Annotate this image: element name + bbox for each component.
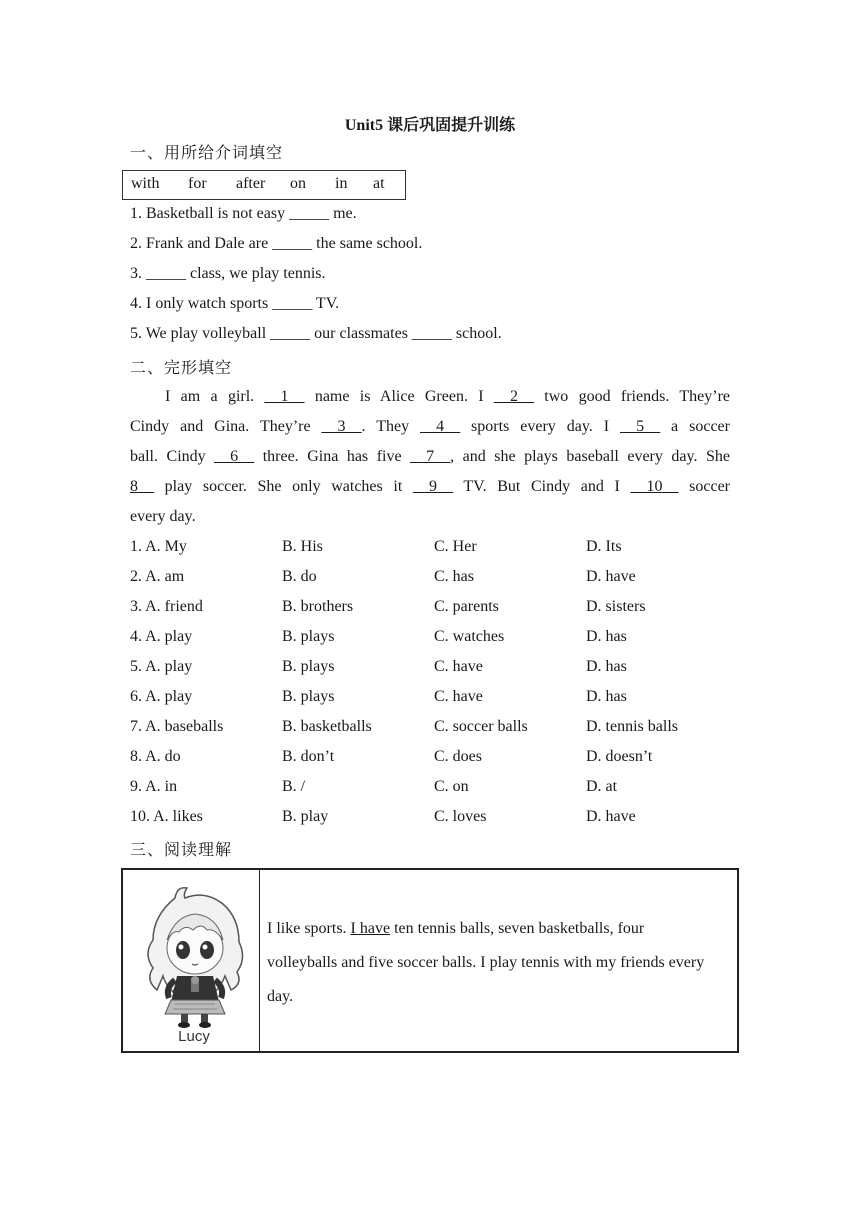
option-9-A: 9. A. in bbox=[130, 778, 178, 795]
passage-line: ball. Cindy __6__ three. Gina has five __7__, and she plays baseball every day. She bbox=[130, 448, 731, 465]
option-8-A: 8. A. do bbox=[130, 748, 181, 765]
option-3-D: D. sisters bbox=[586, 598, 646, 615]
option-6-B: B. plays bbox=[282, 688, 335, 705]
option-1-B: B. His bbox=[282, 538, 323, 555]
option-10-D: D. have bbox=[586, 808, 636, 825]
option-7-C: C. soccer balls bbox=[434, 718, 528, 735]
option-5-B: B. plays bbox=[282, 658, 335, 675]
question-5: 5. We play volleyball _____ our classmates _____ school. bbox=[130, 325, 502, 342]
word-bank-item: at bbox=[373, 175, 385, 192]
option-4-A: 4. A. play bbox=[130, 628, 193, 645]
lucy-illustration bbox=[135, 880, 253, 1050]
blank-5: __5__ bbox=[620, 418, 661, 435]
section1-heading: 一、用所给介词填空 bbox=[130, 145, 284, 162]
option-6-D: D. has bbox=[586, 688, 627, 705]
option-9-D: D. at bbox=[586, 778, 618, 795]
word-bank-box bbox=[122, 170, 406, 200]
underlined-phrase: I have bbox=[350, 920, 391, 937]
blank-6: __6__ bbox=[214, 448, 255, 465]
option-5-C: C. have bbox=[434, 658, 483, 675]
option-3-A: 3. A. friend bbox=[130, 598, 203, 615]
option-7-A: 7. A. baseballs bbox=[130, 718, 224, 735]
option-2-C: C. has bbox=[434, 568, 474, 585]
word-bank-item: for bbox=[188, 175, 207, 192]
passage-line: I am a girl. __1__ name is Alice Green. I __2__ two good friends. They’re bbox=[165, 388, 731, 405]
word-bank-item: after bbox=[236, 175, 266, 192]
option-1-A: 1. A. My bbox=[130, 538, 187, 555]
passage-line: 8__ play soccer. She only watches it __9__ TV. But Cindy and I __10__ soccer bbox=[130, 478, 731, 495]
option-4-B: B. plays bbox=[282, 628, 335, 645]
question-4: 4. I only watch sports _____ TV. bbox=[130, 295, 340, 312]
option-9-C: C. on bbox=[434, 778, 469, 795]
option-3-B: B. brothers bbox=[282, 598, 354, 615]
option-8-C: C. does bbox=[434, 748, 482, 765]
word-bank-item: with bbox=[131, 175, 160, 192]
option-2-A: 2. A. am bbox=[130, 568, 185, 585]
option-4-C: C. watches bbox=[434, 628, 505, 645]
option-6-A: 6. A. play bbox=[130, 688, 193, 705]
blank-2: __2__ bbox=[493, 388, 534, 405]
option-7-D: D. tennis balls bbox=[586, 718, 678, 735]
option-9-B: B. / bbox=[282, 778, 306, 795]
blank-8: 8 bbox=[130, 478, 138, 495]
image-caption: Lucy bbox=[178, 1028, 210, 1045]
option-7-B: B. basketballs bbox=[282, 718, 372, 735]
option-5-A: 5. A. play bbox=[130, 658, 193, 675]
option-1-D: D. Its bbox=[586, 538, 622, 555]
passage-line: every day. bbox=[130, 508, 196, 525]
option-3-C: C. parents bbox=[434, 598, 499, 615]
blank-4: __4__ bbox=[420, 418, 461, 435]
option-10-B: B. play bbox=[282, 808, 329, 825]
option-10-A: 10. A. likes bbox=[130, 808, 203, 825]
word-bank-item: in bbox=[335, 175, 348, 192]
question-1: 1. Basketball is not easy _____ me. bbox=[130, 205, 357, 222]
question-3: 3. _____ class, we play tennis. bbox=[130, 265, 326, 282]
option-6-C: C. have bbox=[434, 688, 483, 705]
section3-heading: 三、阅读理解 bbox=[130, 842, 233, 859]
option-2-D: D. have bbox=[586, 568, 636, 585]
blank-10: __10__ bbox=[630, 478, 679, 495]
girl-figure-icon bbox=[135, 880, 253, 1050]
blank-1: __1__ bbox=[264, 388, 305, 405]
option-10-C: C. loves bbox=[434, 808, 487, 825]
option-4-D: D. has bbox=[586, 628, 627, 645]
passage-line: Cindy and Gina. They’re __3__. They __4__ sports every day. I __5__ a soccer bbox=[130, 418, 730, 435]
page-title: Unit5 课后巩固提升训练 bbox=[344, 117, 516, 134]
section2-heading: 二、完形填空 bbox=[130, 360, 233, 377]
blank-3: __3__ bbox=[321, 418, 362, 435]
word-bank-item: on bbox=[290, 175, 306, 192]
reading-text: I like sports. I have ten tennis balls, seven basketballs, four volleyballs and five soccer balls. I play tennis with my friends every day. bbox=[267, 920, 705, 1005]
blank-7: __7__ bbox=[410, 448, 451, 465]
option-8-D: D. doesn’t bbox=[586, 748, 653, 765]
option-1-C: C. Her bbox=[434, 538, 477, 555]
table-divider bbox=[259, 870, 260, 1051]
question-2: 2. Frank and Dale are _____ the same school. bbox=[130, 235, 423, 252]
option-2-B: B. do bbox=[282, 568, 317, 585]
option-8-B: B. don’t bbox=[282, 748, 335, 765]
option-5-D: D. has bbox=[586, 658, 627, 675]
reading-table bbox=[121, 868, 739, 1053]
blank-9: __9__ bbox=[412, 478, 453, 495]
